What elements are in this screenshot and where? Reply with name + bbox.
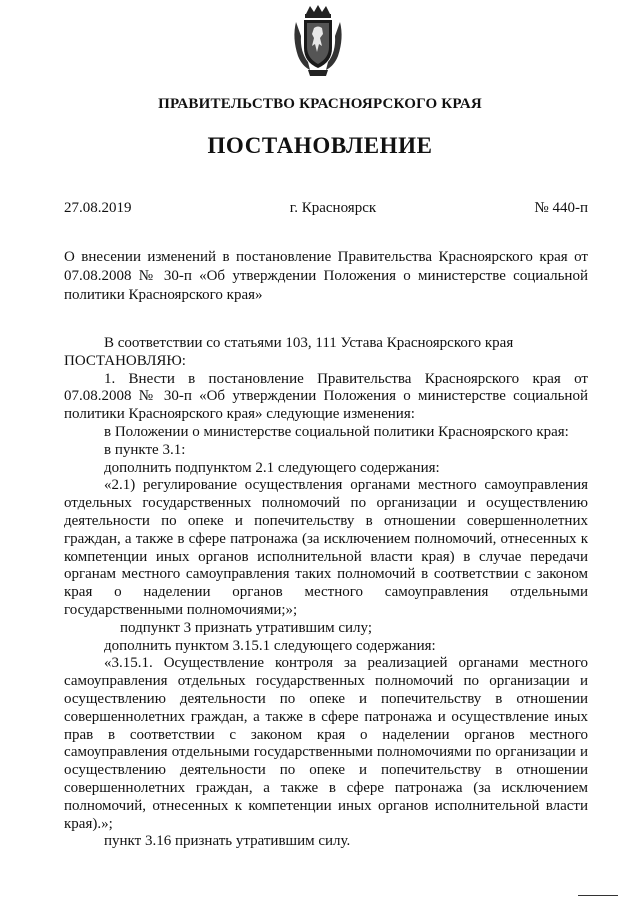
subpoint-3-void-paragraph: подпункт 3 признать утратившим силу;: [120, 619, 372, 636]
subpoint-2-1-paragraph: «2.1) регулирование осуществления органами местного самоуправления отдельных государственных полномочий по организации и осуществлению деятельности по опеке и попечительству в отношении совершеннолетних граждан, а также в сфере патронажа (за исключением полномочий, отнесенных к компетенции иных органов исполнительной власти края) в случае передачи органам местного самоуправления таких полномочий в соответствии с законом края о наделении органов местного самоуправления отдельными государственными полномочиями;»;: [64, 477, 588, 618]
document-meta-row: [64, 200, 588, 217]
document-date: 27.08.2019: [64, 200, 132, 216]
preamble-paragraph: В соответствии со статьями 103, 111 Устава Красноярского края: [104, 335, 514, 351]
regulation-paragraph: в Положении о министерстве социальной политики Красноярского края:: [104, 423, 569, 440]
document-type: ПОСТАНОВЛЕНИЕ: [207, 133, 433, 158]
page-edge-mark: [578, 895, 618, 896]
document-subject: О внесении изменений в постановление Правительства Красноярского края от 07.08.2008 № 30-п «Об утверждении Положения о министерстве социальной политики Красноярского края»: [64, 249, 588, 303]
point-3-1-paragraph: в пункте 3.1:: [104, 441, 186, 458]
point-3-15-1-paragraph: «3.15.1. Осуществление контроля за реализацией органами местного самоуправления отдельных государственных полномочий по организации и осуществлению деятельности по опеке и попечительству в отношении совершеннолетних граждан, а также в сфере патронажа и осуществление иных прав в соответствии с законом края о наделении органов местного самоуправления отдельными государственными полномочиями по организации и осуществлению деятельности по опеке и попечительству в отношении совершеннолетних граждан, а также в сфере патронажа (за исключением полномочий, отнесенных к компетенции иных органов исполнительной власти края).»;: [64, 655, 588, 832]
document-body: [64, 335, 588, 851]
decree-word: ПОСТАНОВЛЯЮ:: [64, 352, 186, 369]
coat-of-arms-emblem: [290, 4, 346, 78]
add-point-paragraph: дополнить пунктом 3.15.1 следующего содержания:: [104, 637, 436, 654]
add-subpoint-paragraph: дополнить подпунктом 2.1 следующего содержания:: [104, 459, 440, 476]
document-city: г. Красноярск: [289, 200, 377, 216]
document-number: № 440-п: [534, 200, 588, 216]
point-3-16-void-paragraph: пункт 3.16 признать утратившим силу.: [104, 833, 351, 850]
government-title: ПРАВИТЕЛЬСТВО КРАСНОЯРСКОГО КРАЯ: [158, 96, 482, 112]
item-1-paragraph: 1. Внести в постановление Правительства Красноярского края от 07.08.2008 № 30-п «Об утверждении Положения о министерстве социальной политики Красноярского края» следующие изменения:: [64, 370, 588, 423]
